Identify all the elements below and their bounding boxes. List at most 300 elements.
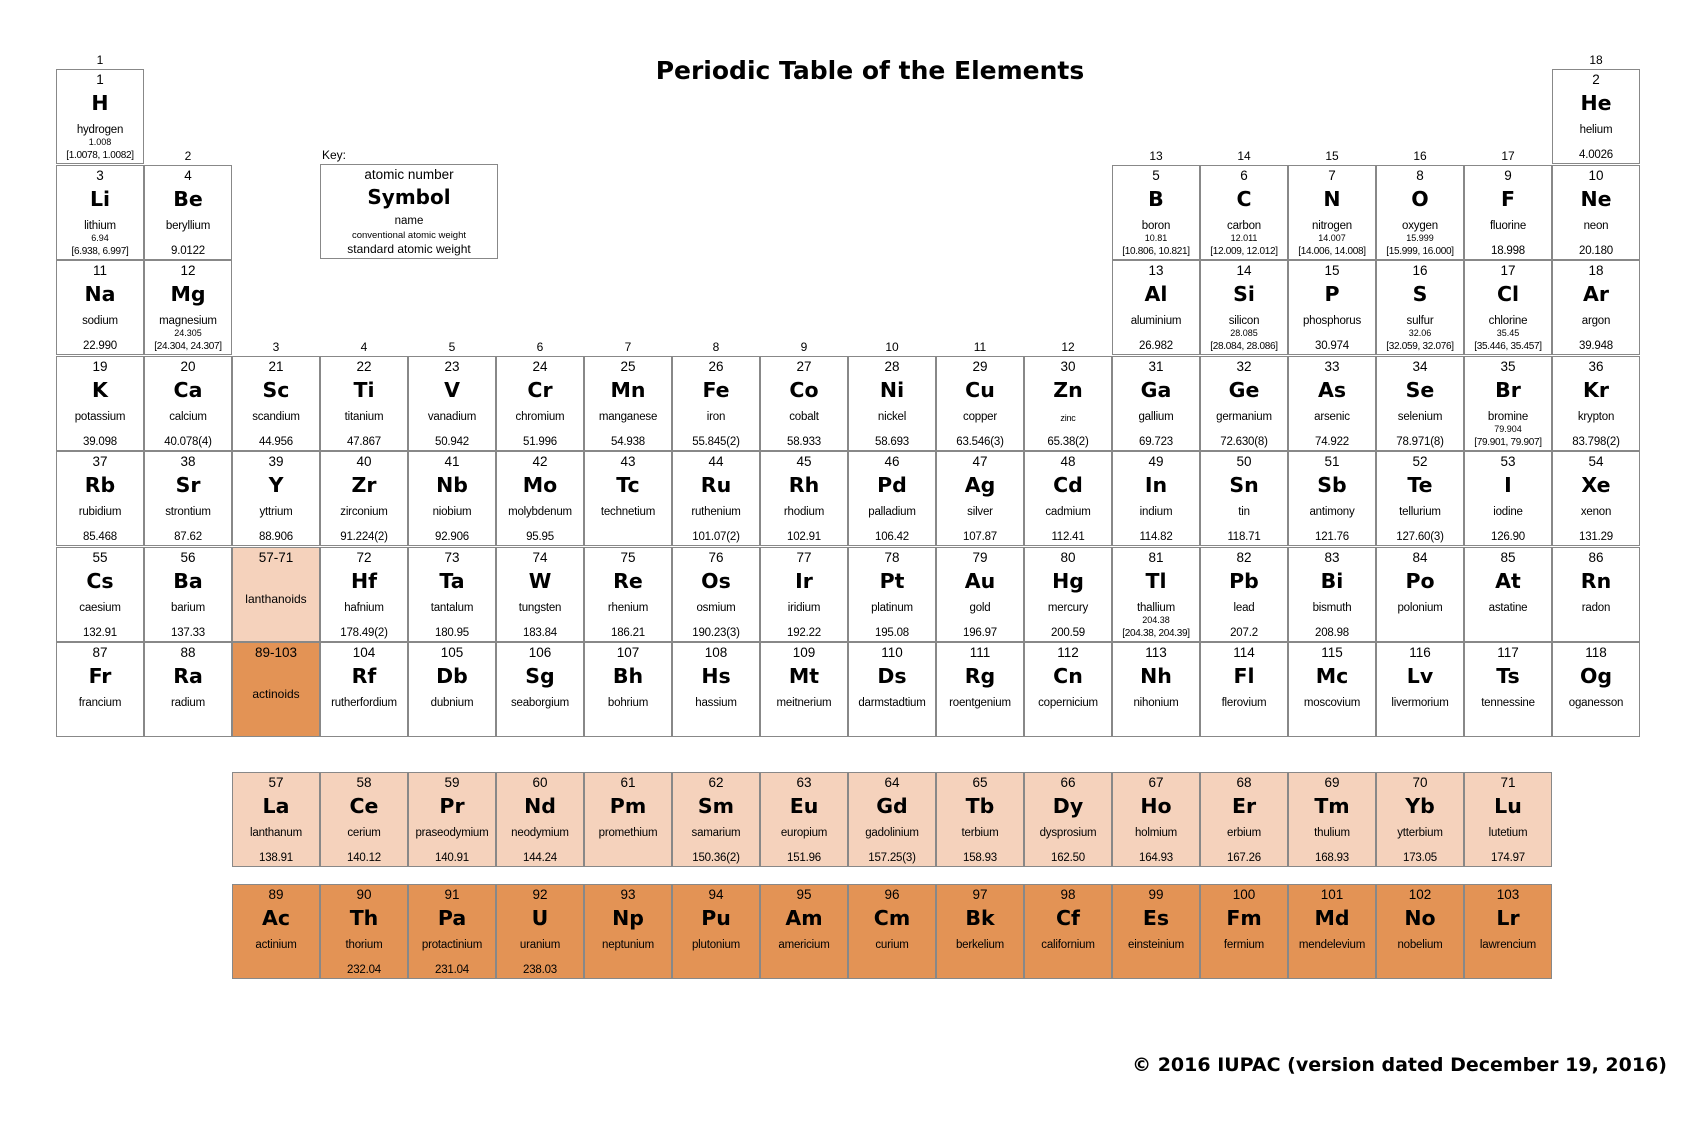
element-cell-rf[interactable] (320, 642, 408, 737)
atomic-number: 60 (532, 775, 548, 790)
standard-weight: 173.05 (1403, 852, 1437, 864)
conventional-weight: 15.999 (1406, 232, 1434, 243)
element-symbol: Sm (697, 794, 735, 818)
element-cell-cl[interactable] (1464, 260, 1552, 355)
atomic-number: 27 (796, 358, 812, 374)
standard-weight: 195.08 (875, 626, 909, 639)
element-symbol: Hg (1052, 568, 1084, 593)
element-name: scandium (252, 410, 300, 423)
element-symbol: Cl (1496, 282, 1520, 306)
group-number-11: 11 (973, 339, 987, 354)
element-cell-cr[interactable] (496, 356, 584, 451)
element-cell-rb[interactable] (56, 451, 144, 546)
element-name: gold (969, 601, 991, 614)
element-symbol: Ba (173, 568, 203, 593)
element-symbol: Tl (1145, 568, 1167, 593)
standard-weight: 88.906 (259, 531, 293, 543)
element-symbol: Mo (522, 473, 558, 497)
element-name: gallium (1138, 410, 1174, 423)
element-cell-v[interactable] (408, 356, 496, 451)
atomic-number: 24 (532, 358, 548, 374)
element-cell-n[interactable] (1288, 165, 1376, 260)
element-symbol: Nd (524, 794, 556, 818)
element-cell-mc[interactable] (1288, 642, 1376, 737)
element-cell-pt[interactable] (848, 547, 936, 642)
conventional-weight: 6.94 (91, 232, 109, 243)
element-symbol: Be (173, 186, 203, 211)
element-cell-pb[interactable] (1200, 547, 1288, 642)
element-cell-yb[interactable] (1376, 772, 1464, 867)
standard-weight: 127.60(3) (1396, 531, 1444, 543)
element-symbol: Kr (1583, 377, 1609, 402)
element-cell-cd[interactable] (1024, 451, 1112, 546)
element-cell-nb[interactable] (408, 451, 496, 546)
element-cell-si[interactable] (1200, 260, 1288, 355)
element-cell-lr[interactable] (1464, 884, 1552, 979)
element-name: praseodymium (415, 827, 489, 839)
element-symbol: Hs (701, 664, 731, 688)
atomic-number: 70 (1412, 775, 1428, 790)
element-symbol: Fr (88, 664, 112, 688)
element-cell-ds[interactable] (848, 642, 936, 737)
atomic-number: 92 (532, 887, 548, 902)
element-name: chromium (515, 410, 565, 423)
conventional-weight: 79.904 (1494, 423, 1522, 434)
element-cell-lv[interactable] (1376, 642, 1464, 737)
element-name: tantalum (430, 601, 474, 614)
element-cell-ca[interactable] (144, 356, 232, 451)
element-cell-cf[interactable] (1024, 884, 1112, 979)
element-name: thulium (1314, 827, 1350, 839)
element-name: rhenium (607, 601, 649, 614)
group-number-4: 4 (360, 339, 368, 354)
element-symbol: Ni (879, 377, 905, 402)
element-symbol: Np (612, 906, 644, 930)
standard-weight: 183.84 (523, 626, 557, 639)
element-cell-zr[interactable] (320, 451, 408, 546)
standard-weight: [1.0078, 1.0082] (66, 150, 134, 161)
element-name: meitnerium (776, 697, 832, 709)
element-cell-tm[interactable] (1288, 772, 1376, 867)
atomic-number: 3 (96, 167, 104, 183)
standard-weight: 121.76 (1315, 531, 1349, 543)
element-cell-ba[interactable] (144, 547, 232, 642)
element-symbol: W (528, 568, 552, 593)
element-symbol: Fe (702, 377, 730, 402)
atomic-number: 74 (532, 549, 548, 565)
placeholder-label: actinoids (252, 687, 300, 701)
element-cell-re[interactable] (584, 547, 672, 642)
conventional-weight: 32.06 (1408, 328, 1432, 338)
atomic-number: 94 (708, 887, 724, 902)
element-cell-k[interactable] (56, 356, 144, 451)
element-cell-db[interactable] (408, 642, 496, 737)
element-cell-o[interactable] (1376, 165, 1464, 260)
element-name: technetium (600, 506, 656, 518)
standard-weight: 26.982 (1139, 340, 1173, 352)
atomic-number: 102 (1408, 887, 1432, 902)
atomic-number: 107 (616, 645, 640, 660)
element-symbol: Hf (350, 568, 378, 593)
element-name: barium (171, 601, 205, 614)
element-cell-pu[interactable] (672, 884, 760, 979)
atomic-number: 103 (1496, 887, 1520, 902)
atomic-number: 77 (796, 549, 812, 565)
element-name: lanthanum (250, 827, 302, 839)
standard-weight: 54.938 (611, 435, 645, 448)
element-cell-h[interactable] (56, 69, 144, 164)
element-cell-hf[interactable] (320, 547, 408, 642)
element-cell-ce[interactable] (320, 772, 408, 867)
element-cell-sn[interactable] (1200, 451, 1288, 546)
element-cell-no[interactable] (1376, 884, 1464, 979)
element-cell-sg[interactable] (496, 642, 584, 737)
atomic-number: 80 (1060, 549, 1076, 565)
element-name: einsteinium (1128, 939, 1184, 951)
element-cell-pd[interactable] (848, 451, 936, 546)
atomic-number: 76 (708, 549, 724, 565)
element-cell-dy[interactable] (1024, 772, 1112, 867)
element-symbol: Si (1233, 282, 1255, 306)
standard-weight: 208.98 (1315, 626, 1349, 639)
atomic-number: 6 (1240, 167, 1248, 183)
element-symbol: Rn (1580, 568, 1612, 593)
standard-weight: 140.12 (347, 852, 381, 864)
group-number-13: 13 (1149, 148, 1163, 163)
element-cell-mt[interactable] (760, 642, 848, 737)
element-symbol: Br (1495, 377, 1521, 402)
atomic-number: 18 (1588, 263, 1604, 278)
atomic-number: 52 (1412, 454, 1428, 469)
standard-weight: 118.71 (1227, 531, 1261, 543)
element-cell-th[interactable] (320, 884, 408, 979)
atomic-number: 75 (620, 549, 636, 565)
element-cell-ac[interactable] (232, 884, 320, 979)
element-cell-eu[interactable] (760, 772, 848, 867)
element-name: dubnium (430, 697, 474, 709)
element-cell-s[interactable] (1376, 260, 1464, 355)
element-name: magnesium (159, 315, 217, 327)
standard-weight: 180.95 (435, 626, 469, 639)
standard-weight: [79.901, 79.907] (1474, 436, 1542, 448)
standard-weight: 162.50 (1051, 852, 1085, 864)
standard-weight: 102.91 (787, 531, 821, 543)
element-name: hassium (695, 697, 737, 709)
element-name: uranium (519, 939, 561, 951)
standard-weight: 58.933 (787, 435, 821, 448)
element-name: germanium (1216, 410, 1272, 423)
standard-weight: [12.009, 12.012] (1210, 245, 1278, 257)
element-cell-ne[interactable] (1552, 165, 1640, 260)
element-cell-fr[interactable] (56, 642, 144, 737)
element-cell-y[interactable] (232, 451, 320, 546)
atomic-number: 99 (1148, 887, 1164, 902)
atomic-number: 19 (92, 358, 108, 374)
element-cell-np[interactable] (584, 884, 672, 979)
atomic-number: 4 (184, 167, 192, 183)
element-symbol: S (1412, 282, 1428, 306)
standard-weight: [204.38, 204.39] (1122, 627, 1190, 639)
atomic-number: 15 (1324, 263, 1340, 278)
standard-weight: 69.723 (1139, 435, 1173, 448)
element-cell-na[interactable] (56, 260, 144, 355)
element-name: terbium (961, 827, 999, 839)
element-name: hafnium (344, 601, 384, 614)
element-cell-nd[interactable] (496, 772, 584, 867)
element-cell-br[interactable] (1464, 356, 1552, 451)
standard-weight: 157.25(3) (868, 852, 916, 864)
element-cell-og[interactable] (1552, 642, 1640, 737)
element-symbol: Pt (879, 568, 905, 593)
element-cell-ag[interactable] (936, 451, 1024, 546)
element-cell-mg[interactable] (144, 260, 232, 355)
element-name: osmium (696, 601, 736, 614)
atomic-number: 81 (1148, 549, 1164, 565)
element-cell-zn[interactable] (1024, 356, 1112, 451)
element-cell-in[interactable] (1112, 451, 1200, 546)
element-symbol: N (1323, 186, 1341, 211)
element-name: zinc (1060, 412, 1076, 423)
element-cell-he[interactable] (1552, 69, 1640, 164)
element-cell-md[interactable] (1288, 884, 1376, 979)
atomic-number: 117 (1497, 645, 1519, 660)
element-cell-ti[interactable] (320, 356, 408, 451)
element-cell-bk[interactable] (936, 884, 1024, 979)
group-number-6: 6 (536, 339, 544, 354)
element-cell-te[interactable] (1376, 451, 1464, 546)
element-cell-ho[interactable] (1112, 772, 1200, 867)
standard-weight: 178.49(2) (340, 626, 388, 639)
element-cell-rg[interactable] (936, 642, 1024, 737)
atomic-number: 17 (1500, 263, 1516, 278)
element-cell-sb[interactable] (1288, 451, 1376, 546)
element-cell-w[interactable] (496, 547, 584, 642)
element-cell-cu[interactable] (936, 356, 1024, 451)
element-cell-rn[interactable] (1552, 547, 1640, 642)
standard-weight: 72.630(8) (1220, 435, 1268, 448)
group-number-8: 8 (712, 339, 720, 354)
standard-weight: 207.2 (1230, 626, 1258, 639)
atomic-number: 79 (972, 549, 988, 565)
key-name: name (394, 215, 424, 227)
lanthanoid-placeholder (232, 547, 320, 642)
element-name: palladium (868, 506, 916, 518)
element-name: darmstadtium (858, 697, 926, 709)
element-cell-pa[interactable] (408, 884, 496, 979)
element-cell-bh[interactable] (584, 642, 672, 737)
element-cell-ta[interactable] (408, 547, 496, 642)
standard-weight: 55.845(2) (692, 435, 740, 448)
element-cell-al[interactable] (1112, 260, 1200, 355)
atomic-number: 56 (180, 549, 196, 565)
element-cell-b[interactable] (1112, 165, 1200, 260)
standard-weight: [32.059, 32.076] (1386, 341, 1454, 352)
key-standard-weight: standard atomic weight (347, 242, 471, 256)
element-symbol: Bi (1320, 568, 1344, 593)
standard-weight: 9.0122 (171, 244, 205, 257)
element-name: boron (1141, 219, 1171, 232)
atomic-number: 105 (440, 645, 464, 660)
standard-weight: 22.990 (83, 340, 117, 352)
element-cell-cn[interactable] (1024, 642, 1112, 737)
element-cell-ar[interactable] (1552, 260, 1640, 355)
element-cell-er[interactable] (1200, 772, 1288, 867)
element-cell-ir[interactable] (760, 547, 848, 642)
standard-weight: 114.82 (1139, 531, 1173, 543)
element-cell-tl[interactable] (1112, 547, 1200, 642)
element-cell-c[interactable] (1200, 165, 1288, 260)
element-cell-li[interactable] (56, 165, 144, 260)
element-name: xenon (1580, 506, 1612, 518)
element-symbol: Tb (965, 794, 995, 818)
atomic-number: 93 (620, 887, 636, 902)
element-name: polonium (1397, 601, 1443, 614)
element-cell-bi[interactable] (1288, 547, 1376, 642)
element-cell-ga[interactable] (1112, 356, 1200, 451)
element-cell-lu[interactable] (1464, 772, 1552, 867)
element-cell-au[interactable] (936, 547, 1024, 642)
element-cell-rh[interactable] (760, 451, 848, 546)
element-symbol: He (1580, 91, 1612, 115)
standard-weight: 40.078(4) (164, 435, 212, 448)
element-name: strontium (165, 506, 211, 518)
element-name: europium (780, 827, 828, 839)
element-name: flerovium (1221, 697, 1267, 709)
placeholder-range: 89-103 (254, 645, 298, 660)
element-cell-se[interactable] (1376, 356, 1464, 451)
element-cell-ra[interactable] (144, 642, 232, 737)
element-name: seaborgium (510, 697, 570, 709)
element-cell-ni[interactable] (848, 356, 936, 451)
element-cell-u[interactable] (496, 884, 584, 979)
atomic-number: 35 (1500, 358, 1516, 374)
element-cell-fl[interactable] (1200, 642, 1288, 737)
element-cell-hg[interactable] (1024, 547, 1112, 642)
conventional-weight: 1.008 (88, 137, 112, 147)
element-cell-fm[interactable] (1200, 884, 1288, 979)
element-name: cerium (347, 827, 381, 839)
standard-weight: 196.97 (963, 626, 997, 639)
element-name: sodium (82, 315, 118, 327)
atomic-number: 8 (1416, 167, 1424, 183)
element-cell-co[interactable] (760, 356, 848, 451)
atomic-number: 14 (1236, 263, 1252, 278)
atomic-number: 101 (1320, 887, 1344, 902)
standard-weight: 232.04 (347, 964, 381, 976)
element-symbol: O (1411, 186, 1429, 211)
element-cell-cs[interactable] (56, 547, 144, 642)
element-cell-mo[interactable] (496, 451, 584, 546)
standard-weight: 126.90 (1491, 531, 1525, 543)
element-cell-i[interactable] (1464, 451, 1552, 546)
element-cell-os[interactable] (672, 547, 760, 642)
element-cell-ru[interactable] (672, 451, 760, 546)
element-name: caesium (79, 601, 121, 614)
element-cell-fe[interactable] (672, 356, 760, 451)
element-symbol: Lv (1406, 664, 1434, 688)
element-symbol: Mn (610, 377, 646, 402)
element-symbol: Es (1142, 906, 1170, 930)
element-cell-pr[interactable] (408, 772, 496, 867)
atomic-number: 111 (969, 645, 991, 660)
element-cell-ts[interactable] (1464, 642, 1552, 737)
group-number-5: 5 (448, 339, 456, 354)
atomic-number: 53 (1500, 454, 1516, 469)
element-cell-at[interactable] (1464, 547, 1552, 642)
element-cell-es[interactable] (1112, 884, 1200, 979)
standard-weight: 50.942 (435, 435, 469, 448)
element-symbol: Ds (877, 664, 907, 688)
atomic-number: 63 (796, 775, 812, 790)
atomic-number: 72 (356, 549, 372, 565)
element-cell-p[interactable] (1288, 260, 1376, 355)
group-number-10: 10 (885, 339, 899, 354)
element-cell-be[interactable] (144, 165, 232, 260)
element-cell-sr[interactable] (144, 451, 232, 546)
element-cell-gd[interactable] (848, 772, 936, 867)
element-symbol: Pb (1229, 568, 1259, 593)
element-cell-mn[interactable] (584, 356, 672, 451)
element-cell-sm[interactable] (672, 772, 760, 867)
element-symbol: Cu (965, 377, 995, 402)
element-name: beryllium (165, 219, 211, 232)
element-cell-xe[interactable] (1552, 451, 1640, 546)
element-symbol: Tm (1314, 794, 1350, 818)
element-cell-la[interactable] (232, 772, 320, 867)
element-cell-sc[interactable] (232, 356, 320, 451)
element-cell-am[interactable] (760, 884, 848, 979)
standard-weight: 58.693 (875, 435, 909, 448)
element-name: protactinium (421, 939, 483, 951)
atomic-number: 51 (1324, 454, 1340, 469)
group-number-16: 16 (1413, 148, 1427, 163)
element-cell-as[interactable] (1288, 356, 1376, 451)
element-cell-f[interactable] (1464, 165, 1552, 260)
standard-weight: 78.971(8) (1396, 435, 1444, 448)
element-name: francium (78, 697, 122, 709)
element-cell-po[interactable] (1376, 547, 1464, 642)
element-cell-nh[interactable] (1112, 642, 1200, 737)
element-name: cadmium (1045, 506, 1091, 518)
atomic-number: 2 (1592, 72, 1600, 87)
atomic-number: 83 (1324, 549, 1340, 565)
element-symbol: Am (785, 906, 823, 930)
element-name: indium (1139, 506, 1173, 518)
element-cell-ge[interactable] (1200, 356, 1288, 451)
element-cell-cm[interactable] (848, 884, 936, 979)
element-cell-pm[interactable] (584, 772, 672, 867)
element-symbol: Ho (1140, 794, 1172, 818)
standard-weight: 74.922 (1315, 435, 1349, 448)
atomic-number: 114 (1233, 645, 1255, 660)
atomic-number: 29 (972, 358, 988, 374)
atomic-number: 57 (268, 775, 284, 790)
element-symbol: Ar (1583, 282, 1609, 306)
element-name: lawrencium (1479, 939, 1537, 951)
element-symbol: Ir (795, 568, 813, 593)
element-symbol: Sr (175, 473, 201, 497)
element-cell-tb[interactable] (936, 772, 1024, 867)
element-name: cobalt (789, 410, 819, 423)
atomic-number: 40 (356, 454, 372, 469)
element-symbol: F (1500, 186, 1515, 211)
element-symbol: V (444, 377, 460, 402)
element-cell-tc[interactable] (584, 451, 672, 546)
element-name: rhodium (783, 506, 825, 518)
element-cell-kr[interactable] (1552, 356, 1640, 451)
element-name: astatine (1488, 601, 1528, 614)
element-cell-hs[interactable] (672, 642, 760, 737)
